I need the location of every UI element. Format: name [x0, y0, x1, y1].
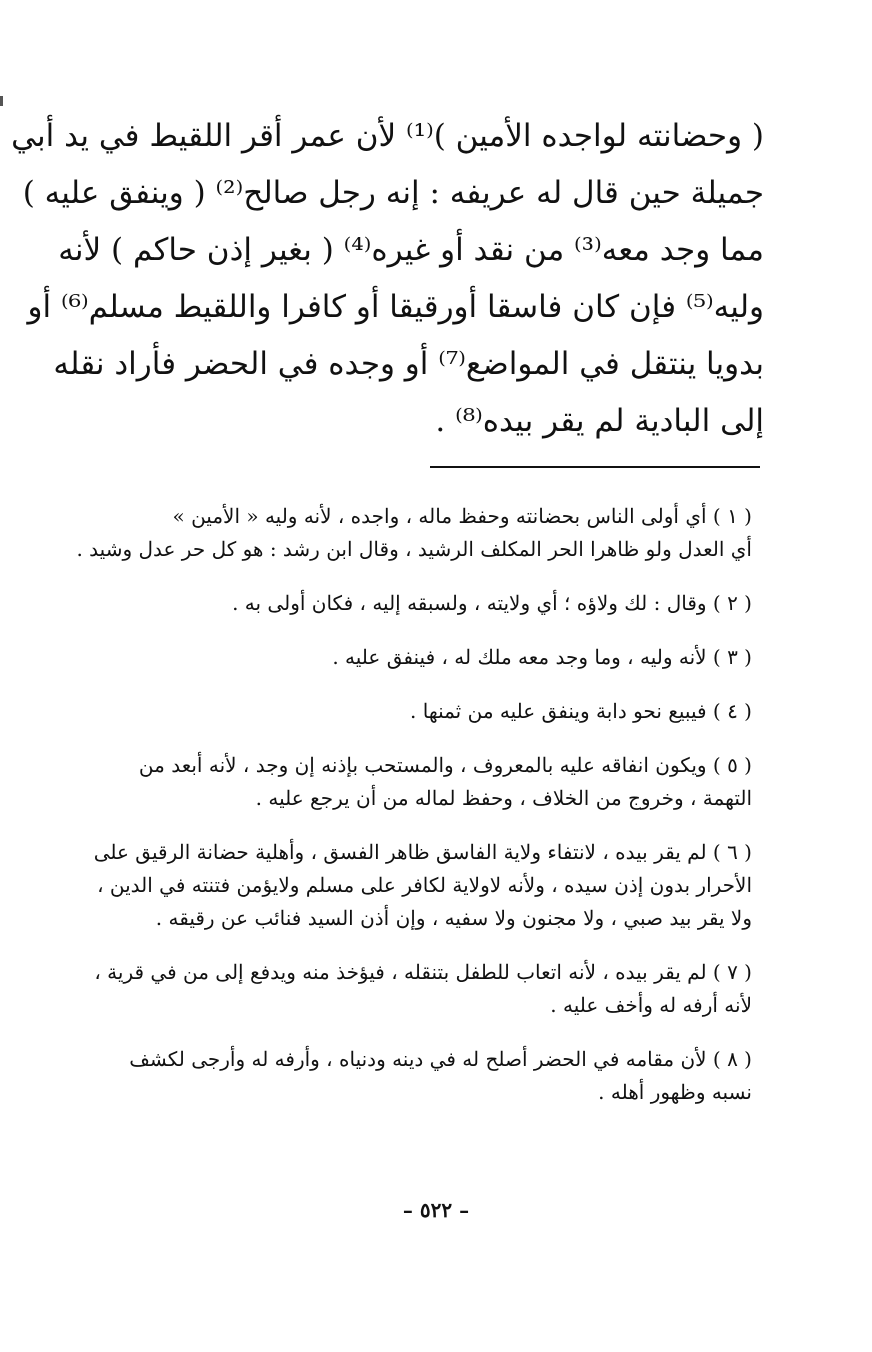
footnote-line: ( ٣ ) لأنه وليه ، وما وجد معه ملك له ، فينفق عليه .	[332, 645, 752, 669]
main-text-line: وليه⁽⁵⁾ فإن كان فاسقا أورقيقا أو كافرا واللقيط مسلم⁽⁶⁾ أو	[27, 289, 764, 325]
footnote-line: ( ٥ ) ويكون انفاقه عليه بالمعروف ، والمستحب بإذنه إن وجد ، لأنه أبعد من	[138, 753, 752, 777]
footnote-7	[24, 956, 752, 1022]
main-text-line: جميلة حين قال له عريفه : إنه رجل صالح⁽²⁾ ( وينفق عليه )	[22, 175, 764, 211]
footnote-4	[24, 695, 752, 728]
footnote-line: لأنه أرفه له وأخف عليه .	[550, 993, 752, 1017]
footnote-line: ( ٨ ) لأن مقامه في الحضر أصلح له في دينه ودنياه ، وأرفه له وأرجى لكشف	[129, 1047, 752, 1071]
footnote-line: ( ٦ ) لم يقر بيده ، لانتفاء ولاية الفاسق ظاهر الفسق ، وأهلية حضانة الرقيق على	[93, 840, 752, 864]
footnote-line: ( ٧ ) لم يقر بيده ، لأنه اتعاب للطفل بتنقله ، فيؤخذ منه ويدفع إلى من في قرية ،	[94, 960, 752, 984]
footnote-line: أي العدل ولو ظاهرا الحر المكلف الرشيد ، وقال ابن رشد : هو كل حر عدل وشيد .	[76, 537, 752, 561]
footnote-line: الأحرار بدون إذن سيده ، ولأنه لاولاية لكافر على مسلم ولايؤمن فتنته في الدين ،	[97, 873, 752, 897]
footnote-3	[24, 641, 752, 674]
main-text-line: بدويا ينتقل في المواضع⁽⁷⁾ أو وجده في الحضر فأراد نقله	[53, 346, 764, 382]
main-text-line: إلى البادية لم يقر بيده⁽⁸⁾ .	[435, 403, 764, 439]
footnote-separator	[430, 466, 760, 468]
footnote-line: التهمة ، وخروج من الخلاف ، وحفظ لماله من أن يرجع عليه .	[255, 786, 752, 810]
footnote-5	[24, 749, 752, 815]
footnotes	[24, 500, 752, 1130]
footnote-line: ولا يقر بيد صبي ، ولا مجنون ولا سفيه ، وإن أذن السيد فنائب عن رقيقه .	[155, 906, 752, 930]
main-text-line: ( وحضانته لواجده الأمين )⁽¹⁾ لأن عمر أقر اللقيط في يد أبي	[11, 118, 764, 154]
footnote-1	[24, 500, 752, 566]
footnote-line: ( ١ ) أي أولى الناس بحضانته وحفظ ماله ، واجده ، لأنه وليه « الأمين »	[172, 504, 752, 528]
footnote-8	[24, 1043, 752, 1109]
footnote-line: ( ٢ ) وقال : لك ولاؤه ؛ أي ولايته ، ولسبقه إليه ، فكان أولى به .	[232, 591, 752, 615]
main-text	[11, 108, 764, 450]
footnote-line: نسبه وظهور أهله .	[598, 1080, 752, 1104]
footnote-6	[24, 836, 752, 935]
footnote-line: ( ٤ ) فيبيع نحو دابة وينفق عليه من ثمنها .	[410, 699, 752, 723]
main-text-line: مما وجد معه⁽³⁾ من نقد أو غيره⁽⁴⁾ ( بغير إذن حاكم ) لأنه	[58, 232, 764, 268]
page-number: – ٥٢٢ –	[402, 1198, 470, 1222]
footnote-2	[24, 587, 752, 620]
scan-edge-mark	[0, 96, 3, 106]
